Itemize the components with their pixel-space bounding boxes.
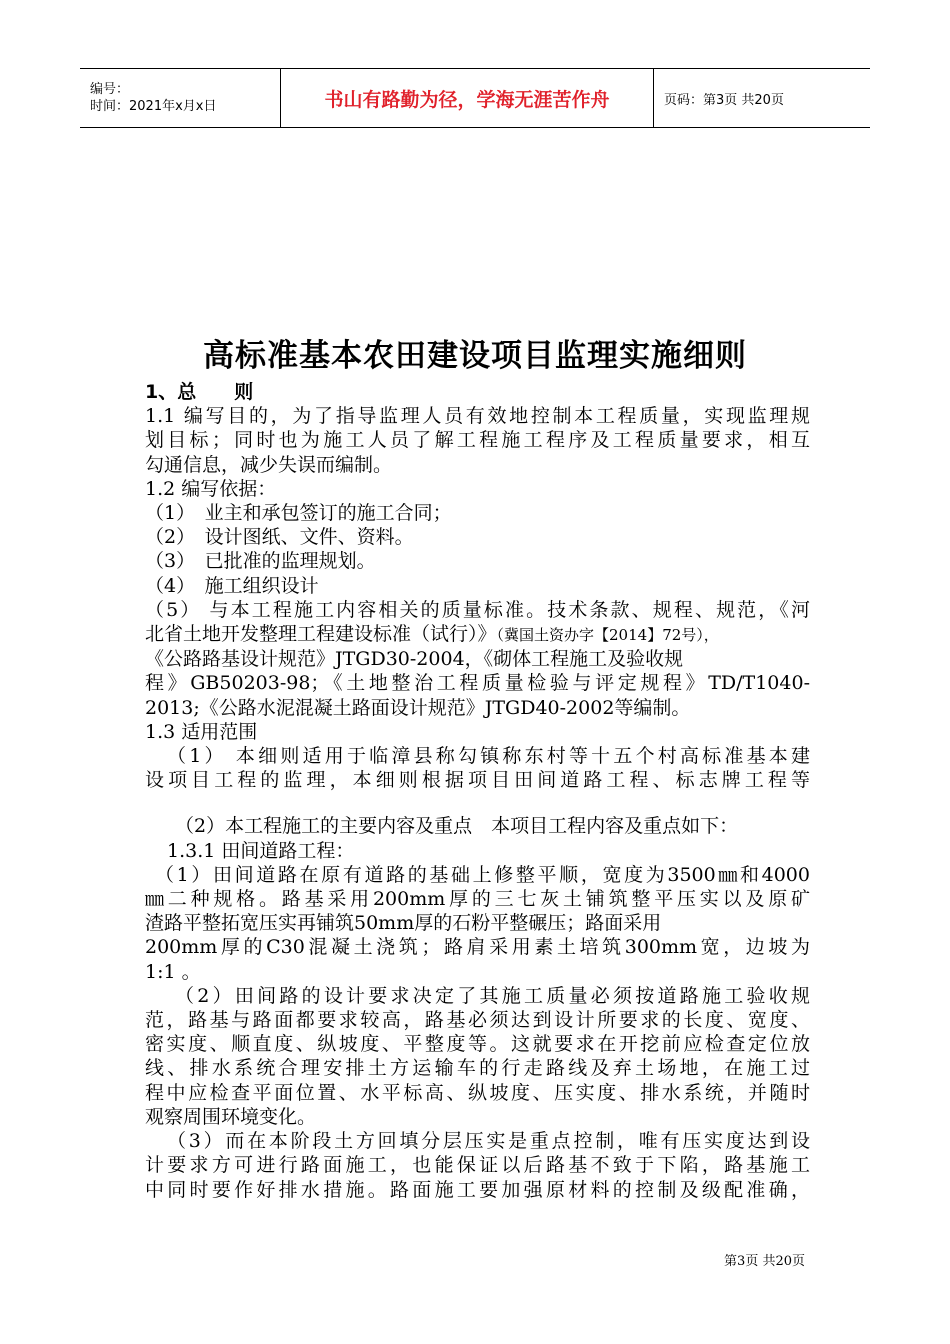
body-line: 观察周围环境变化。 [145, 1105, 317, 1128]
body-line: 设项目工程的监理，本细则根据项目田间道路工程、标志牌工程等 [145, 769, 810, 792]
paragraph-gap [145, 792, 810, 814]
body-line: （2）本工程施工的主要内容及重点 本项目工程内容及重点如下： [175, 815, 739, 838]
body-line: （1）田间道路在原有道路的基础上修整平顺，宽度为3500㎜和4000 [155, 863, 810, 886]
body-line: 密实度、顺直度、纵坡度、平整度等。这就要求在开挖前应检查定位放 [145, 1033, 810, 1056]
body-line: 渣路平整拓宽压实再铺筑50mm厚的石粉平整碾压；路面采用 [145, 912, 662, 935]
header-motto: 书山有路勤为径，学海无涯苦作舟 [324, 88, 610, 111]
list-item: （2） 设计图纸、文件、资料。 [145, 526, 414, 549]
page-header [80, 68, 870, 128]
header-page-cell [654, 69, 870, 127]
body-line: 程》GB50203-98；《土地整治工程质量检验与评定规程》TD/T1040- [145, 672, 810, 695]
document-body [145, 380, 810, 1202]
section-heading: 1、总 则 [145, 381, 254, 403]
date-label: 时间：2021年x月x日 [90, 99, 217, 114]
document-title: 高标准基本农田建设项目监理实施细则 [203, 338, 747, 374]
body-line: 范，路基与路面都要求较高，路基必须达到设计所要求的长度、宽度、 [145, 1009, 810, 1032]
body-line: （1） 本细则适用于临漳县称勾镇称东村等十五个村高标准基本建 [167, 745, 810, 768]
body-line: （3）而在本阶段土方回填分层压实是重点控制，唯有压实度达到设 [167, 1130, 810, 1153]
list-item: （5） 与本工程施工内容相关的质量标准。技术条款、规程、规范，《河 [145, 598, 810, 621]
body-text: 北省土地开发整理工程建设标准（试行）》 [145, 623, 497, 646]
body-line: 《公路路基设计规范》JTGD30-2004，《砌体工程施工及验收规 [145, 648, 684, 671]
header-page-number: 页码：第3页 共20页 [664, 92, 784, 108]
serial-number-label: 编号： [90, 82, 130, 97]
body-line: ㎜二种规格。路基采用200mm厚的三七灰土铺筑整平压实以及原矿 [145, 888, 810, 911]
body-line: 勾通信息，减少失误而编制。 [145, 453, 393, 476]
body-text-small: （冀国土资办字【2014】72号）， [496, 626, 719, 645]
body-line: 1:1 。 [145, 960, 201, 983]
body-line: 1.1 编写目的，为了指导监理人员有效地控制本工程质量，实现监理规 [145, 405, 810, 428]
list-item: （3） 已批准的监理规划。 [145, 550, 376, 573]
body-line: 计要求方可进行路面施工，也能保证以后路基不致于下陷，路基施工 [145, 1154, 810, 1177]
body-line: 中同时要作好排水措施。路面施工要加强原材料的控制及级配准确， [145, 1178, 810, 1201]
body-line: （2）田间路的设计要求决定了其施工质量必须按道路施工验收规 [175, 984, 810, 1007]
subsection-heading: 1.3 适用范围 [145, 720, 258, 743]
body-line: 程中应检查平面位置、水平标高、纵坡度、压实度、排水系统，并随时 [145, 1081, 810, 1104]
header-motto-cell [281, 69, 654, 127]
body-line: 线、排水系统合理安排土方运输车的行走路线及弃土场地，在施工过 [145, 1057, 810, 1080]
body-line: 200mm厚的C30混凝土浇筑；路肩采用素土培筑300mm宽，边坡为 [145, 936, 810, 959]
body-line [145, 622, 810, 647]
header-meta [80, 69, 281, 127]
subsection-heading: 1.2 编写依据： [145, 477, 277, 500]
page-footer: 第3页 共20页 [724, 1254, 805, 1269]
subsection-heading: 1.3.1 田间道路工程： [167, 839, 355, 862]
list-item: （4） 施工组织设计 [145, 574, 319, 597]
body-line: 2013;《公路水泥混凝土路面设计规范》JTGD40-2002等编制。 [145, 696, 691, 719]
list-item: （1） 业主和承包签订的施工合同； [145, 502, 452, 525]
body-line: 划目标；同时也为施工人员了解工程施工程序及工程质量要求，相互 [145, 429, 810, 452]
